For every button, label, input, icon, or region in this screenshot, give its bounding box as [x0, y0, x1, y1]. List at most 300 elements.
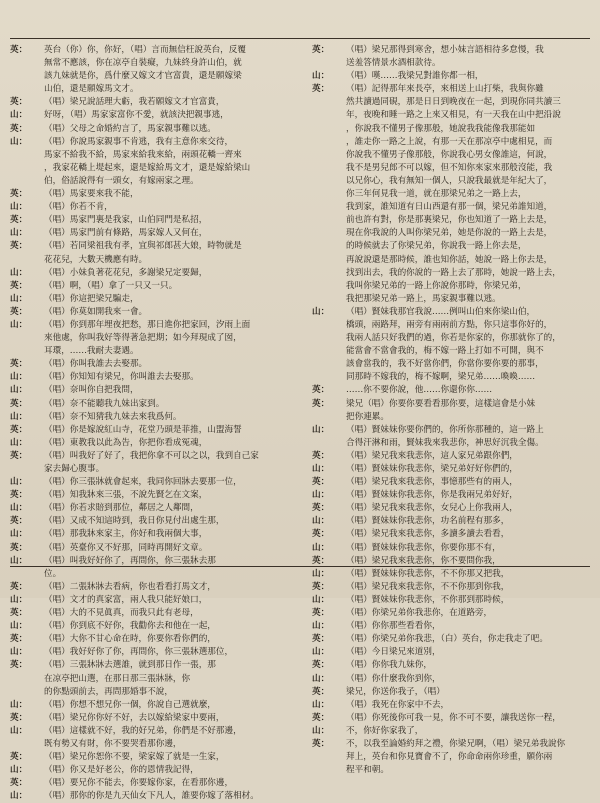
script-line: [312, 267, 594, 280]
speaker-label: 山：: [10, 647, 28, 658]
script-line: [10, 607, 292, 620]
speaker-label: 山：: [312, 647, 330, 658]
line-text: （唱）賢妹妹你我悲你，你是我兩兄弟好好，: [346, 490, 518, 501]
line-text: （唱）梁兄我來我悲你，這人家兄弟跟你們，: [346, 450, 518, 461]
speaker-label: 英：: [312, 385, 330, 396]
line-text: ，我家花轎上堤起來，還是嫁給馬文才，還是嫁給梁山: [44, 162, 251, 173]
speaker-label: 英：: [10, 450, 28, 461]
script-line: [10, 646, 292, 659]
script-line: [10, 188, 292, 201]
script-line: [10, 751, 292, 764]
line-text: 在凉亭把山選，在那日那三張牀牀，你: [44, 673, 191, 684]
script-line: [10, 463, 292, 476]
speaker-label: 山：: [10, 136, 28, 147]
script-line: [10, 267, 292, 280]
speaker-label: 英：: [10, 542, 28, 553]
script-line: [10, 149, 292, 162]
line-text: 來他處，你叫我好等得著急把期；如今拜現成了囡，: [44, 333, 242, 344]
line-text: 能當會不當會我的，梅不嫁一路上打如不可開，與不: [346, 346, 544, 357]
line-text: （唱）賢妹妹你我悲你，不不你那又把我，: [346, 568, 510, 579]
speaker-label: 英：: [312, 686, 330, 697]
script-line: [10, 227, 292, 240]
line-text: 把你連累。: [346, 411, 389, 422]
line-text: 花花兒，大數天機應有時。: [44, 254, 148, 265]
line-text: （唱）大你不甘心命在時，你要你看你們的，: [44, 634, 216, 645]
line-text: （唱）你你那些看看你，: [346, 621, 441, 632]
script-line: [312, 44, 594, 57]
line-text: 不，你好你家我了，: [346, 725, 424, 736]
line-text: （唱）賢妹我那官我說……例叫山伯來你梁山伯，: [346, 306, 536, 317]
line-text: （唱）父母之命婚約言了，馬家親事難以逃。: [44, 123, 216, 134]
speaker-label: 山：: [10, 621, 28, 632]
script-line: [10, 450, 292, 463]
speaker-label: 山：: [10, 293, 28, 304]
line-text: 我叫你梁兄弟的一路上你說你那時，你梁兄弟，: [346, 280, 527, 291]
script-line: [312, 293, 594, 306]
line-text: ，你說我不懂男子像那般，她說我我能像我那能如: [346, 123, 536, 134]
script-line: [312, 528, 594, 541]
speaker-label: 山：: [312, 490, 330, 501]
speaker-label: 英：: [312, 529, 330, 540]
line-text: （唱）馬家要來我不能，: [44, 189, 139, 200]
line-text: 既有勢又有財，你不要哭看那你邊，: [44, 738, 182, 749]
speaker-label: 英：: [10, 778, 28, 789]
script-line: [10, 620, 292, 633]
script-line: [10, 502, 292, 515]
script-line: [312, 489, 594, 502]
speaker-label: 英：: [10, 608, 28, 619]
speaker-label: 英：: [312, 660, 330, 671]
speaker-label: 英：: [312, 712, 330, 723]
line-text: （唱）馬家門裏是我家，山伯同門是私招，: [44, 215, 208, 226]
speaker-label: 英：: [312, 581, 330, 592]
speaker-label: 山：: [10, 437, 28, 448]
script-line: [312, 424, 594, 437]
script-line: [10, 437, 292, 450]
line-text: （唱）梁兄你你好不好，去以嫁給梁家中要兩，: [44, 712, 225, 723]
speaker-label: 山：: [312, 424, 330, 435]
speaker-label: 英：: [10, 490, 28, 501]
speaker-label: 山：: [312, 464, 330, 474]
line-text: （唱）賢妹妹你要你們的，你所你那種的，這一路上: [346, 424, 544, 435]
line-text: 然共讀過同硯，那是日日到晚夜在一起，到現你同共讀三: [346, 97, 561, 108]
script-line: [312, 646, 594, 659]
speaker-label: 英：: [10, 660, 28, 671]
line-text: （唱）東教我以此為告，你把你看成冤魂，: [44, 437, 208, 448]
line-text: （唱）你梁兄弟你我悲，（白）英台，你走我走了吧。: [346, 634, 548, 645]
script-line: [10, 489, 292, 502]
script-line: [312, 542, 594, 555]
speaker-label: 英：: [312, 608, 330, 619]
script-line: [10, 214, 292, 227]
speaker-label: 英：: [10, 241, 28, 252]
script-line: [312, 673, 594, 686]
line-text: （唱）若同梁祖我有孝，宜與祁郎甚大娘，時物就是: [44, 241, 242, 252]
line-text: 不，以我至論婚約拜之禮，你梁兄啊，（唱）梁兄弟我說你: [346, 738, 566, 749]
speaker-label: 英：: [312, 555, 330, 566]
line-text: ，誰走你一路之上說，有那一天在那凉亭中處相見，而: [346, 136, 553, 147]
script-line: [10, 254, 292, 267]
line-text: 的時候就去了你梁兄弟，你說我一路上你去是，: [346, 241, 527, 252]
line-text: 位。: [44, 568, 62, 579]
script-line: [10, 358, 292, 371]
speaker-label: 英：: [10, 123, 28, 134]
script-line: [10, 398, 292, 411]
speaker-label: 英：: [312, 738, 330, 749]
line-text: 我把那梁兄弟一路上，馬家親事難以逃。: [346, 293, 501, 304]
speaker-label: 山：: [312, 306, 330, 317]
speaker-label: 山：: [10, 228, 28, 239]
speaker-label: 山：: [10, 699, 28, 710]
script-line: [312, 358, 594, 371]
line-text: 我兩人話只好我們的過，你若是你家的，你那就你了的，: [346, 333, 561, 344]
line-text: （唱）叫我好了好了，我把你拿不可以之以，我到自己家: [44, 450, 259, 461]
speaker-label: 山：: [312, 673, 330, 684]
line-text: （唱）叫我好好你了，再問你，你三張牀去那: [44, 555, 216, 566]
speaker-label: 英：: [312, 45, 330, 55]
line-text: （唱）啊，（唱）拿了一只又一只。: [44, 280, 178, 291]
script-line: [312, 319, 594, 332]
script-line: [10, 581, 292, 594]
script-line: [312, 450, 594, 463]
speaker-label: 山：: [10, 385, 28, 396]
line-text: （唱）你死後你可我一見，你不可不要，讓我送你一程，: [346, 712, 561, 723]
line-text: 伯，俗話說得有一頭女，有嫁兩家之理。: [44, 175, 199, 186]
line-text: 家去歸心腹事。: [44, 464, 105, 474]
script-line: [312, 398, 594, 411]
script-line: [10, 725, 292, 738]
line-text: （唱）二張牀牀去看病，你也看看打馬文才，: [44, 581, 216, 592]
script-line: [10, 96, 292, 109]
script-line: [312, 149, 594, 162]
script-line: [10, 201, 292, 214]
left-column: [10, 44, 292, 802]
right-column: [312, 44, 594, 776]
line-text: 現在你我說的人叫你梁兄弟，她是你說的一路上去是，: [346, 228, 553, 239]
speaker-label: 山：: [10, 529, 28, 540]
line-text: 你說我不懂男子像那般，你說我心男女像誰這，何說，: [346, 149, 553, 160]
script-line: [312, 280, 594, 293]
script-line: [10, 175, 292, 188]
speaker-label: 山：: [312, 568, 330, 579]
line-text: 梁兄，你送你我子，（唱）: [346, 686, 445, 697]
line-text: （唱）奈不知猜我九妹去來我爲何。: [44, 411, 182, 422]
speaker-label: 英：: [10, 189, 28, 200]
script-line: [10, 319, 292, 332]
line-text: （唱）梁兄我來我悲你，多讀多讀去看看，: [346, 529, 510, 540]
script-line: [312, 57, 594, 70]
script-line: [10, 306, 292, 319]
script-line: [312, 175, 594, 188]
speaker-label: 英：: [312, 450, 330, 461]
line-text: 無常不應該，你在凉亭自裝癡，九妹終身許山伯，就: [44, 58, 242, 69]
script-line: [10, 424, 292, 437]
line-text: （唱）那我牀來家主，你好和我兩個大事，: [44, 529, 208, 540]
script-line: [10, 44, 292, 57]
script-line: [312, 345, 594, 358]
line-text: （唱）賢妹妹你我悲你，梁兄弟好好你們的，: [346, 464, 518, 474]
script-line: [312, 620, 594, 633]
line-text: （唱）文才的真家富，兩人我只能好娘口，: [44, 594, 208, 605]
script-line: [312, 188, 594, 201]
script-line: [10, 345, 292, 358]
line-text: （唱）你又是好老公，你的恩情我記得，: [44, 765, 199, 776]
speaker-label: 山：: [312, 594, 330, 605]
line-text: （唱）梁兄你恕你不要，梁家嫁了就是一生家，: [44, 752, 225, 763]
line-text: （唱）你叫我誰去去娶那。: [44, 359, 148, 370]
line-text: （唱）你什麼我你到你，: [346, 673, 441, 684]
script-line: [312, 751, 594, 764]
line-text: 該會當我的，我不好當你們，你當你要你要的那事，: [346, 359, 544, 370]
line-text: （唱）馬家門前有條路，馬家嫁人又何在，: [44, 228, 208, 239]
line-text: （唱）梁兄說話理大虧，我若願嫁文才官富貴，: [44, 97, 225, 108]
line-text: （唱）英臺你又不好那，同時再開好文章。: [44, 542, 208, 553]
line-text: （唱）你若求賠到那位，鄰居之人鄰間，: [44, 503, 199, 514]
script-line: [10, 686, 292, 699]
speaker-label: 山：: [10, 411, 28, 422]
speaker-label: 英：: [312, 503, 330, 514]
speaker-label: 山：: [10, 555, 28, 566]
line-text: 我到家，誰知道有日山西還有那一個，梁兄弟誰知道，: [346, 202, 553, 213]
script-line: [312, 70, 594, 83]
line-text: （唱）知我牀來三張，不說先賢乞在文案，: [44, 490, 208, 501]
speaker-label: 山：: [10, 503, 28, 514]
speaker-label: 山：: [312, 699, 330, 710]
script-line: [312, 607, 594, 620]
script-line: [312, 96, 594, 109]
line-text: 以兄你心，我有無知一個人，只說我最就是年紀大了，: [346, 175, 553, 186]
line-text: （唱）賢妹妹你我悲你，你要你那不有，: [346, 542, 501, 553]
script-line: [10, 384, 292, 397]
line-text: （唱）要兄你不能去，你要嫁你家，在看那你邊，: [44, 778, 234, 789]
script-line: [10, 790, 292, 803]
script-line: [312, 568, 594, 581]
speaker-label: 山：: [10, 110, 28, 121]
script-line: [312, 371, 594, 384]
speaker-label: 山：: [10, 202, 28, 213]
speaker-label: 山：: [312, 516, 330, 527]
line-text: 找到出去，我的你說的一路上去了那時，她說一路上去，: [346, 267, 561, 278]
line-text: （唱）記得那年來長亭，來相送上山打柴，我與你雖: [346, 84, 544, 95]
speaker-label: 英：: [10, 280, 28, 291]
speaker-label: 英：: [10, 97, 28, 108]
script-line: [10, 633, 292, 646]
line-text: （唱）你到底不好你，我勸你去和他在一起，: [44, 621, 216, 632]
script-line: [10, 542, 292, 555]
line-text: （唱）梁兄那得到寒舍，想小妹言語相待多怠慢，我: [346, 45, 544, 55]
script-line: [10, 123, 292, 136]
script-line: [312, 254, 594, 267]
script-line: [10, 673, 292, 686]
speaker-label: 英：: [10, 306, 28, 317]
line-text: （唱）梁兄我來我悲你，女兒心上你我兩人，: [346, 503, 518, 514]
script-line: [10, 240, 292, 253]
line-text: （唱）我好好你了你，再問你，你三張牀選那位，: [44, 647, 234, 658]
script-line: [10, 332, 292, 345]
line-text: 山伯，還是願嫁馬文才。: [44, 84, 139, 95]
speaker-label: 英：: [10, 398, 28, 409]
script-line: [10, 515, 292, 528]
speaker-label: 山：: [10, 765, 28, 776]
line-text: （唱）那你的你是九天仙女下凡人，誰要你嫁了落相材。: [44, 791, 259, 802]
script-line: [312, 437, 594, 450]
script-line: [312, 306, 594, 319]
line-text: 合得汗淋和雨，賢妹我來我悲你，神思好沉我全傷。: [346, 437, 544, 448]
speaker-label: 山：: [312, 725, 330, 736]
speaker-label: 英：: [10, 45, 28, 55]
line-text: 程平和朝。: [346, 765, 389, 776]
line-text: 送羞答情景水酒相款待。: [346, 58, 441, 69]
script-line: [10, 699, 292, 712]
script-line: [10, 162, 292, 175]
line-text: ……你不要你說，他……你還你你……: [346, 385, 493, 396]
line-text: （唱）小妹負著花花兒，多謝梁兄定要歸，: [44, 267, 208, 278]
line-text: 年，夜晚和睡一路之上來又相見，有一天我在山中把沿說: [346, 110, 561, 121]
speaker-label: 山：: [312, 71, 330, 82]
line-text: （唱）你知知有梁兄，你叫誰去去娶那。: [44, 372, 199, 383]
script-line: [312, 332, 594, 345]
line-text: （唱）梁兄我來我悲你，事憶那些有的兩人，: [346, 477, 518, 488]
script-line: [312, 659, 594, 672]
line-text: （唱）奈不能聽我九妹出家到。: [44, 398, 165, 409]
line-text: （唱）你梁兄弟你我悲你，在道路旁，: [346, 608, 493, 619]
line-text: （唱）大的不見眞真，而我只此有老母，: [44, 608, 199, 619]
line-text: 同那時不嫁我的，梅不嫁啊，梁兄弟……喚喚……: [346, 372, 536, 383]
line-text: （唱）你想不想兄你一個，你說自己選就麼，: [44, 699, 216, 710]
speaker-label: 山：: [312, 542, 330, 553]
script-line: [10, 594, 292, 607]
script-line: [312, 83, 594, 96]
script-line: [10, 528, 292, 541]
speaker-label: 英：: [10, 359, 28, 370]
line-text: （唱）三張牀牀去選誰，就到那日作一張，那: [44, 660, 216, 671]
speaker-label: 英：: [312, 398, 330, 409]
script-line: [10, 293, 292, 306]
line-text: 橋頭，兩路拜，兩旁有兩兩前方點，你只這事你好的，: [346, 319, 553, 330]
script-line: [312, 201, 594, 214]
speaker-label: 英：: [312, 477, 330, 488]
line-text: （唱）你若不肯，: [44, 202, 113, 213]
line-text: （唱）我死在你家中不去，: [346, 699, 450, 710]
line-text: 該九妹就是你，爲什麼又嫁文才官富貴，還是願嫁梁: [44, 71, 242, 82]
script-line: [10, 712, 292, 725]
script-line: [10, 659, 292, 672]
script-line: [10, 280, 292, 293]
script-line: [312, 162, 594, 175]
script-line: [312, 476, 594, 489]
bottom-rule: [10, 566, 590, 567]
speaker-label: 山：: [10, 477, 28, 488]
script-line: [10, 476, 292, 489]
script-line: [312, 725, 594, 738]
line-text: （唱）你三張牀就會起來，我同你回牀去要那一位，: [44, 477, 242, 488]
line-text: （唱）又成不知這時到，我日你見付出處生那，: [44, 516, 225, 527]
line-text: 馬家不給我不給，馬家來給我來給，兩頭花轎一齊來: [44, 149, 242, 160]
script-line: [312, 109, 594, 122]
line-text: （唱）你到那年埋夜把愁，那日進你把家回，汐雨上面: [44, 319, 251, 330]
line-text: 前也許有對，你是那裏梁兄，你也知道了一路上去是，: [346, 215, 553, 226]
script-line: [312, 123, 594, 136]
line-text: （唱）梁兄我來我悲你，你不要問你我，: [346, 555, 501, 566]
script-line: [312, 581, 594, 594]
script-line: [312, 463, 594, 476]
script-line: [312, 214, 594, 227]
script-line: [312, 515, 594, 528]
script-line: [312, 411, 594, 424]
top-rule: [10, 38, 590, 39]
line-text: （唱）你你我九妹你，: [346, 660, 432, 671]
script-line: [10, 738, 292, 751]
script-line: [10, 70, 292, 83]
script-line: [312, 738, 594, 751]
script-line: [10, 57, 292, 70]
speaker-label: 英：: [10, 634, 28, 645]
script-line: [10, 764, 292, 777]
script-line: [312, 384, 594, 397]
line-text: （唱）你說馬家親事不肯逃，我有主意你來交待，: [44, 136, 234, 147]
speaker-label: 山：: [10, 791, 28, 802]
script-line: [312, 699, 594, 712]
line-text: 我不是男兒郎不可以嫁，但不知你來家來那般沒能，我: [346, 162, 553, 173]
speaker-label: 山：: [312, 621, 330, 632]
speaker-label: 英：: [10, 752, 28, 763]
speaker-label: 英：: [312, 84, 330, 95]
script-line: [10, 136, 292, 149]
line-text: 再說說還是那時候，誰也知你話，她說一路上你去是，: [346, 254, 553, 265]
line-text: （唱）嘆……我梁兄對誰你都一相，: [346, 71, 484, 82]
script-line: [312, 764, 594, 777]
script-line: [10, 371, 292, 384]
speaker-label: 英：: [10, 215, 28, 226]
line-text: 的你點頭前去，再問那婚事不說，: [44, 686, 173, 697]
speaker-label: 山：: [10, 267, 28, 278]
line-text: 英台（你）你，你好，（唱）言而無信枉說英台，反覆: [44, 45, 246, 55]
line-text: （唱）今日梁兄來道別，: [346, 647, 441, 658]
line-text: （唱）賢妹妹你我悲你，不你那到那時候，: [346, 594, 510, 605]
script-line: [312, 594, 594, 607]
line-text: （唱）賢妹妹你我悲你，功名前程有那多，: [346, 516, 510, 527]
script-line: [312, 227, 594, 240]
script-line: [10, 411, 292, 424]
line-text: 梁兄（唱）你要你要看看那你要，這樣這會是小妹: [346, 398, 536, 409]
speaker-label: 山：: [10, 594, 28, 605]
line-text: （唱）奈叫你自把我問，: [44, 385, 139, 396]
line-text: （唱）你這把梁兄騙走，: [44, 293, 139, 304]
line-text: 耳環，……我耐夫妻遇。: [44, 346, 139, 357]
speaker-label: 英：: [10, 516, 28, 527]
script-line: [312, 240, 594, 253]
speaker-label: 英：: [10, 712, 28, 723]
script-line: [312, 712, 594, 725]
script-line: [312, 502, 594, 515]
script-line: [312, 633, 594, 646]
script-line: [10, 109, 292, 122]
speaker-label: 英：: [312, 634, 330, 645]
speaker-label: 山：: [10, 725, 28, 736]
script-line: [10, 568, 292, 581]
script-line: [10, 83, 292, 96]
script-line: [312, 686, 594, 699]
line-text: （唱）你是嫁說紅山寺，花堂乃頭是菲推，山盟海誓: [44, 424, 242, 435]
speaker-label: 英：: [10, 581, 28, 592]
script-line: [312, 136, 594, 149]
script-line: [10, 777, 292, 790]
line-text: （唱）你莫如開我來一會。: [44, 306, 148, 317]
line-text: 你三年何見我一道，就在那梁兄弟之一路上去，: [346, 189, 527, 200]
line-text: 拜上，英台和你見寶會不了，你命命兩你珍重，願你兩: [346, 752, 553, 763]
speaker-label: 山：: [10, 372, 28, 383]
line-text: 好呀，（唱）馬家家富你不愛，就該決把親事逃，: [44, 110, 229, 121]
